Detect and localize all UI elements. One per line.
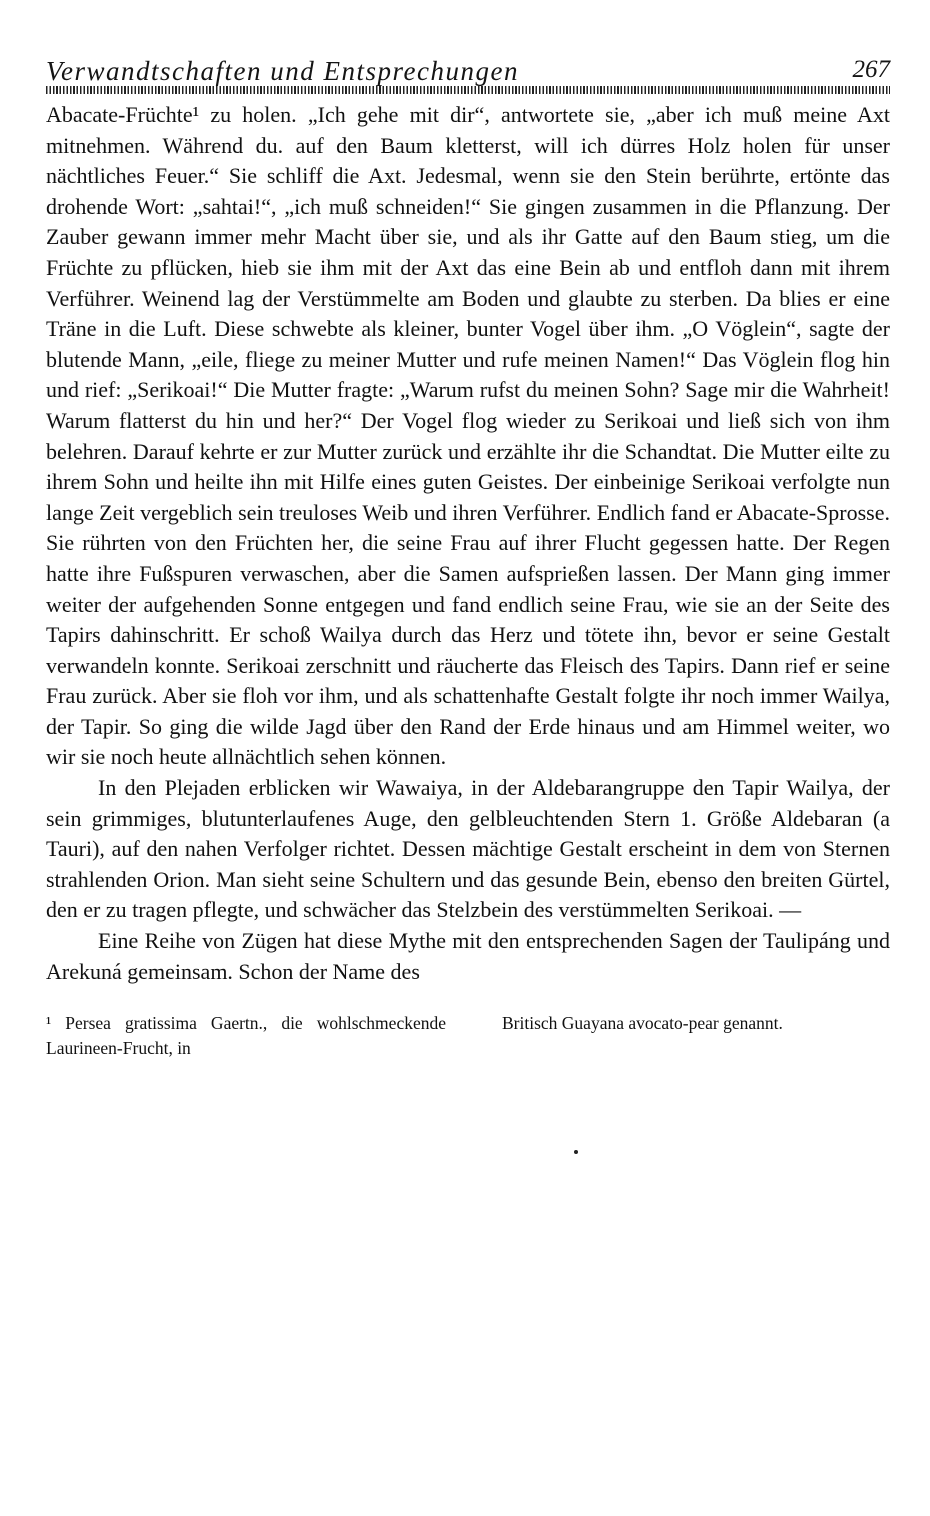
paragraph-1: Abacate-Früchte¹ zu holen. „Ich gehe mit dir“, antwortete sie, „aber ich muß meine Axt mitnehmen. Während du. auf den Baum kletterst, will ich dürres Holz holen für unser nächtliches Feuer.“ Sie schliff die Axt. Jedesmal, wenn sie den Stein berührte, ertönte das drohende Wort: „sahtai!“, „ich muß schneiden!“ Sie gingen zusammen in die Pflanzung. Der Zauber gewann immer mehr Macht über sie, und als ihr Gatte auf den Baum stieg, um die Früchte zu pflücken, hieb sie ihm mit der Axt das eine Bein ab und entfloh dann mit ihrem Verführer. Weinend lag der Verstümmelte am Boden und glaubte zu sterben. Da blies er eine Träne in die Luft. Diese schwebte als kleiner, bunter Vogel über ihm. „O Vöglein“, sagte der blutende Mann, „eile, fliege zu meiner Mutter und rufe meinen Namen!“ Das Vöglein flog hin und rief: „Serikoai!“ Die Mutter fragte: „Warum rufst du meinen Sohn? Sage mir die Wahrheit! Warum flatterst du hin und her?“ Der Vogel flog wieder zu Serikoai und ließ sich von ihm belehren. Darauf kehrte er zur Mutter zurück und erzählte ihr die Schandtat. Die Mutter eilte zu ihrem Sohn und heilte ihn mit Hilfe eines guten Geistes. Der einbeinige Serikoai verfolgte nun lange Zeit vergeblich sein treuloses Weib und ihren Verführer. Endlich fand er Abacate-Sprosse. Sie rührten von den Früchten her, die seine Frau auf ihrer Flucht gegessen hatte. Der Regen hatte ihre Fußspuren verwaschen, aber die Samen aufsprießen lassen. Der Mann ging immer weiter der aufgehenden Sonne entgegen und fand endlich seine Frau, wie sie an der Seite des Tapirs dahinschritt. Er schoß Wailya durch das Herz und tötete ihn, bevor er seine Gestalt verwandeln konnte. Serikoai zerschnitt und räucherte das Fleisch des Tapirs. Dann rief er seine Frau zurück. Aber sie floh vor ihm, und als schattenhafte Gestalt folgte ihr noch immer Wailya, der Tapir. So ging die wilde Jagd über den Rand der Erde hinaus und am Himmel weiter, wo wir sie noch heute allnächtlich sehen können. xyxy=(46,102,890,770)
running-title: Verwandtschaften und Entsprechungen xyxy=(46,56,519,86)
running-header xyxy=(46,52,890,88)
footnote xyxy=(46,1011,890,1061)
header-rule xyxy=(46,86,890,94)
main-text xyxy=(46,100,890,987)
print-speck xyxy=(574,1150,578,1154)
footnote-left-column: ¹ Persea gratissima Gaertn., die wohlschmeckende Laurineen-Frucht, in xyxy=(46,1013,446,1059)
page-number: 267 xyxy=(852,56,890,83)
book-page xyxy=(46,52,890,1061)
footnote-right-column: Britisch Guayana avocato-pear genannt. xyxy=(502,1013,783,1034)
paragraph-3: Eine Reihe von Zügen hat diese Mythe mit den entsprechenden Sagen der Taulipáng und Arekuná gemeinsam. Schon der Name des xyxy=(46,928,890,984)
paragraph-2: In den Plejaden erblicken wir Wawaiya, in der Aldebarangruppe den Tapir Wailya, der sein grimmiges, blutunterlaufenes Auge, den gelbleuchtenden Stern 1. Größe Aldebaran (a Tauri), auf den nahen Verfolger richtet. Dessen mächtige Gestalt erscheint in dem von Sternen strahlenden Orion. Man sieht seine Schultern und das gesunde Bein, ebenso den breiten Gürtel, den er zu tragen pflegte, und schwächer das Stelzbein des verstümmelten Serikoai. — xyxy=(46,775,890,923)
